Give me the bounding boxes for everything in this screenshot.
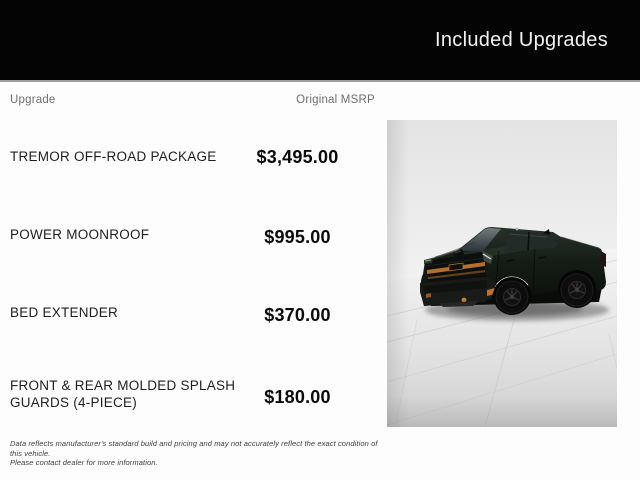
upgrade-price: $3,495.00 bbox=[256, 146, 339, 167]
table-row bbox=[10, 221, 388, 247]
upgrade-label: TREMOR OFF-ROAD PACKAGE bbox=[10, 148, 217, 164]
column-header-upgrade: Upgrade bbox=[10, 94, 56, 106]
rear-wheel bbox=[561, 274, 593, 306]
upgrade-price: $370.00 bbox=[264, 305, 331, 325]
page-title: Included Upgrades bbox=[435, 28, 608, 51]
upgrade-label: FRONT & REAR MOLDED SPLASH GUARDS (4-PIECE) bbox=[10, 378, 236, 410]
header-banner bbox=[0, 0, 640, 82]
upgrade-label: BED EXTENDER bbox=[10, 304, 119, 320]
column-header-original-msrp: Original MSRP bbox=[296, 94, 375, 106]
upgrade-label: POWER MOONROOF bbox=[10, 226, 150, 242]
upgrade-price: $180.00 bbox=[264, 387, 331, 407]
upgrade-price: $995.00 bbox=[264, 227, 331, 247]
disclaimer-line: Data reflects manufacturer's standard build and pricing and may not accurately reflect the exact condition of this vehicle. bbox=[10, 439, 378, 458]
table-row bbox=[10, 374, 388, 414]
truck-illustration bbox=[387, 120, 617, 427]
table-row bbox=[10, 299, 388, 325]
roof-antenna bbox=[516, 228, 519, 231]
disclaimer-line: Please contact dealer for more information. bbox=[10, 458, 158, 467]
table-column-headers bbox=[10, 94, 388, 106]
table-row bbox=[10, 143, 388, 169]
front-wheel bbox=[496, 281, 528, 313]
disclaimer-text bbox=[10, 439, 390, 468]
vehicle-photo bbox=[387, 120, 617, 427]
